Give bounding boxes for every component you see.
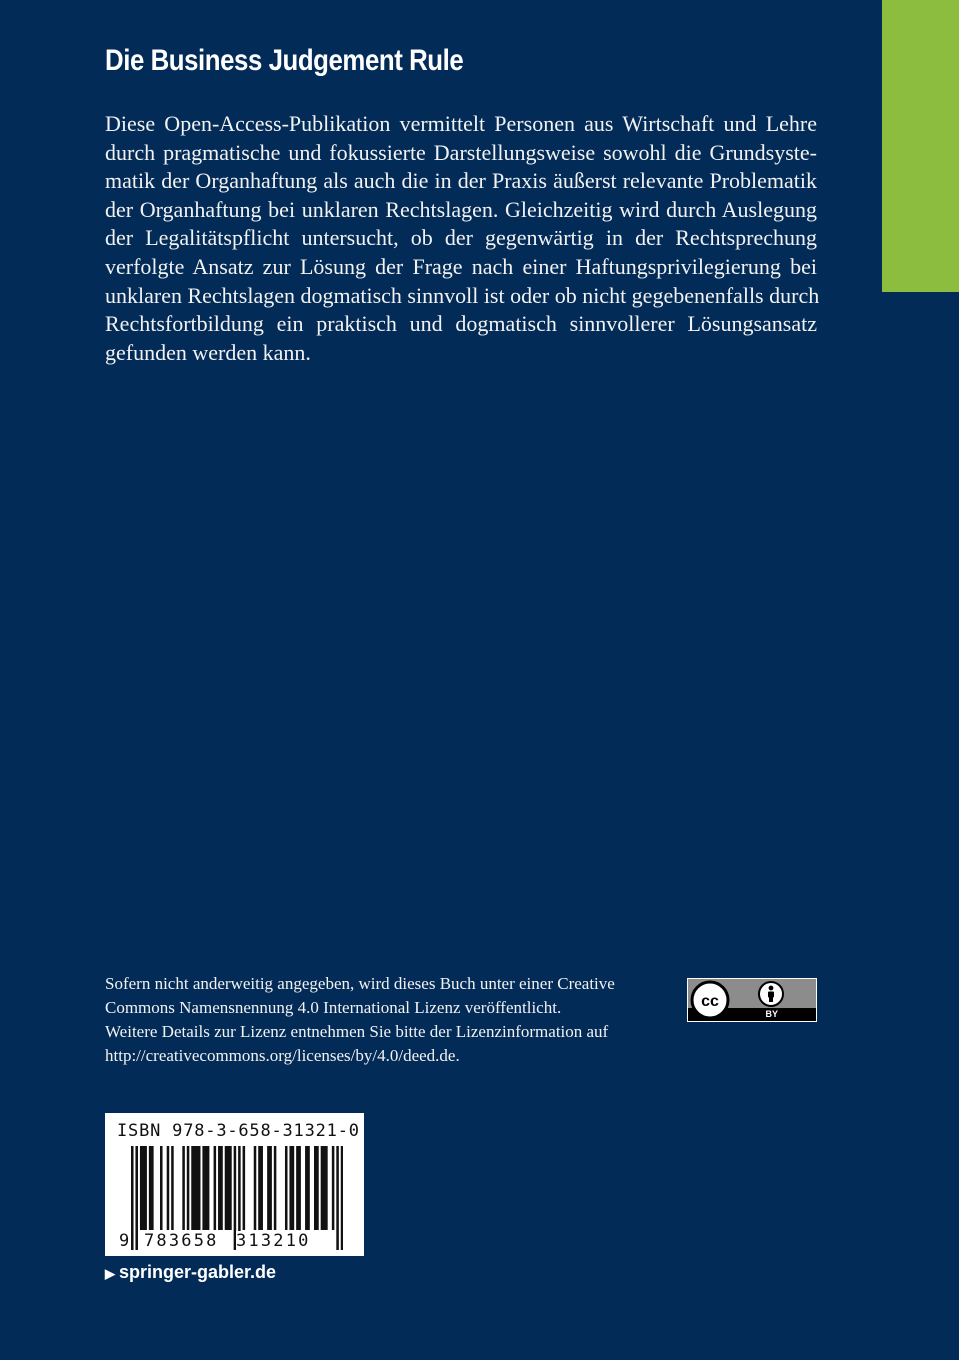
barcode-bar	[323, 1146, 326, 1230]
description-line: verfolgte Ansatz zur Lösung der Frage nach einer Haftungsprivilegierung bei	[105, 253, 817, 279]
publisher-website-link[interactable]	[105, 1262, 276, 1283]
description-line: Rechtsfortbildung ein praktisch und dogmatisch sinnvollerer Lösungsansatz	[105, 311, 817, 337]
isbn-label: ISBN 978-3-658-31321-0	[117, 1121, 360, 1141]
barcode-bar	[260, 1146, 263, 1230]
barcode-bar	[142, 1146, 145, 1230]
barcode-bar	[296, 1146, 299, 1230]
barcode-bar	[336, 1146, 339, 1250]
barcode-bar	[220, 1146, 223, 1230]
barcode-bar	[285, 1146, 288, 1230]
barcode-bar	[316, 1146, 319, 1230]
license-line: Weitere Details zur Lizenz entnehmen Sie bitte der Lizenzinformation auf	[105, 1022, 609, 1041]
description-line: durch pragmatische und fokussierte Darstellungsweise sowohl die Grundsyste-	[105, 139, 817, 165]
barcode-bar	[289, 1146, 292, 1230]
license-notice	[105, 972, 675, 1068]
barcode-bar	[218, 1146, 221, 1230]
barcode-bar	[269, 1146, 272, 1230]
barcode-bar	[267, 1146, 270, 1230]
barcode-bar	[307, 1146, 310, 1230]
barcode-bar	[254, 1146, 257, 1230]
ean-left-digits: 783658	[144, 1231, 219, 1251]
description-line: gefunden werden kann.	[105, 339, 311, 365]
description-line: der Legalitätspflicht untersucht, ob der gegenwärtig in der Rechtsprechung	[105, 225, 817, 251]
barcode-bar	[182, 1146, 185, 1230]
barcode-bar	[171, 1146, 174, 1230]
barcode-bar	[167, 1146, 170, 1230]
barcode-bar	[292, 1146, 295, 1230]
cc-icon	[690, 980, 730, 1020]
isbn-barcode	[105, 1113, 364, 1256]
barcode-bar	[229, 1146, 232, 1230]
cc-by-license-icon[interactable]	[687, 978, 817, 1022]
barcode-bar	[205, 1146, 208, 1230]
svg-text:cc: cc	[701, 993, 719, 1010]
barcode-bar	[227, 1146, 230, 1230]
barcode-bar	[305, 1146, 308, 1230]
green-accent-tab	[882, 0, 959, 292]
ean-right-digits: 313210	[236, 1231, 311, 1251]
barcode-bar	[325, 1146, 328, 1230]
license-url[interactable]: http://creativecommons.org/licenses/by/4.0/deed.de.	[105, 1046, 460, 1065]
by-label: BY	[765, 1009, 778, 1019]
barcode-bar	[196, 1146, 199, 1230]
barcode-bar	[225, 1146, 228, 1230]
barcode-bar	[298, 1146, 301, 1230]
barcode-bar	[135, 1146, 138, 1250]
barcode-bar	[341, 1146, 343, 1250]
license-line: Commons Namensnennung 4.0 International Lizenz veröffentlicht.	[105, 998, 562, 1017]
book-title: Die Business Judgement Rule	[105, 44, 464, 77]
barcode-bar	[193, 1146, 196, 1230]
barcode-bar	[149, 1146, 152, 1230]
attribution-person-icon	[758, 981, 784, 1007]
barcode-bar	[160, 1146, 163, 1230]
barcode-bar	[321, 1146, 324, 1230]
description-line: Diese Open-Access-Publikation vermittelt Personen aus Wirtschaft und Lehre	[105, 111, 817, 136]
barcode-bar	[207, 1146, 210, 1230]
barcode-bar	[187, 1146, 190, 1230]
license-line: Sofern nicht anderweitig angegeben, wird dieses Buch unter einer Creative	[105, 974, 615, 993]
play-arrow-icon: ▶	[105, 1266, 115, 1281]
barcode-bar	[198, 1146, 201, 1230]
description-line: der Organhaftung bei unklaren Rechtslagen. Gleichzeitig wird durch Auslegung	[105, 196, 817, 222]
website-text: springer-gabler.de	[119, 1262, 277, 1282]
barcode-bar	[131, 1146, 134, 1250]
barcode-bar	[202, 1146, 205, 1230]
barcode-bar	[144, 1146, 147, 1230]
description-line: unklaren Rechtslagen dogmatisch sinnvoll ist oder ob nicht gegebenenfalls durch	[105, 282, 820, 308]
ean-first-digit: 9	[119, 1231, 130, 1251]
barcode-bar	[258, 1146, 261, 1230]
barcode-bar	[243, 1146, 246, 1230]
barcode-bar	[151, 1146, 154, 1230]
barcode-bar	[314, 1146, 317, 1230]
barcode-bar	[214, 1146, 217, 1230]
barcode-bar	[274, 1146, 277, 1230]
barcode-bar	[332, 1146, 335, 1230]
book-description	[105, 110, 820, 367]
description-line: matik der Organhaftung als auch die in der Praxis äußerst relevante Problematik	[105, 168, 817, 194]
barcode-bar	[140, 1146, 143, 1230]
barcode-bar	[191, 1146, 194, 1230]
